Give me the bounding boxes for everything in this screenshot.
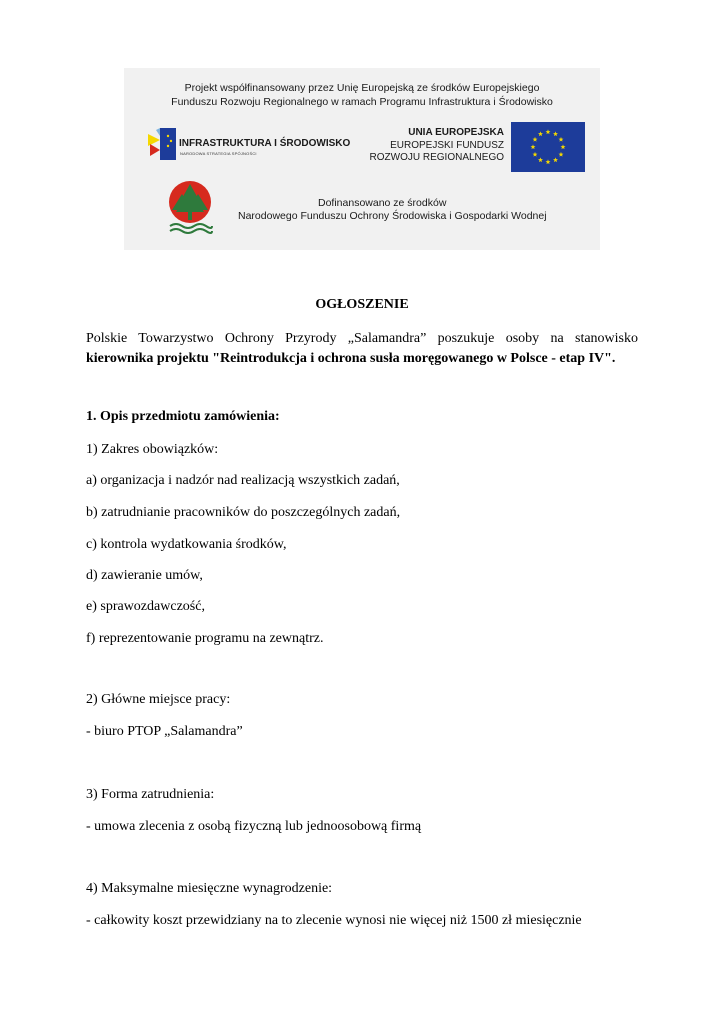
duty-item: a) organizacja i nadzór nad realizacją wszystkich zadań,: [86, 473, 400, 488]
duty-item: d) zawieranie umów,: [86, 568, 203, 583]
duty-item: c) kontrola wydatkowania środków,: [86, 537, 287, 552]
intro-line-2: kierownika projektu "Reintrodukcja i ochrona susła moręgowanego w Polsce - etap IV".: [86, 351, 616, 366]
funding-note-line-1: Dofinansowano ze środków: [318, 197, 447, 209]
eu-label-line-1: UNIA EUROPEJSKA: [408, 127, 504, 138]
workplace-heading: 2) Główne miejsce pracy:: [86, 692, 231, 707]
funding-note-line-2: Narodowego Funduszu Ochrony Środowiska i Gospodarki Wodnej: [238, 210, 547, 222]
employment-form-heading: 3) Forma zatrudnienia:: [86, 787, 215, 802]
salary-heading: 4) Maksymalne miesięczne wynagrodzenie:: [86, 881, 333, 896]
workplace-value: - biuro PTOP „Salamandra”: [86, 724, 243, 739]
eu-flag-icon: [511, 122, 585, 172]
salary-value: - całkowity koszt przewidziany na to zlecenie wynosi nie więcej niż 1500 zł miesięcznie: [86, 913, 582, 928]
duty-item: b) zatrudnianie pracowników do poszczególnych zadań,: [86, 505, 401, 520]
eu-label-line-3: ROZWOJU REGIONALNEGO: [369, 152, 504, 163]
infrastruktura-subtitle: NARODOWA STRATEGIA SPÓJNOŚCI: [180, 151, 257, 156]
infrastruktura-logo-icon: [146, 126, 178, 162]
document-title: OGŁOSZENIE: [315, 297, 409, 312]
eu-label-line-2: EUROPEJSKI FUNDUSZ: [390, 139, 504, 151]
duty-item: f) reprezentowanie programu na zewnątrz.: [86, 631, 324, 646]
funding-banner: [124, 68, 600, 250]
banner-line-2: Funduszu Rozwoju Regionalnego w ramach Programu Infrastruktura i Środowisko: [171, 96, 553, 108]
section-1-heading: 1. Opis przedmiotu zamówienia:: [86, 409, 280, 424]
intro-paragraph: [86, 329, 638, 369]
employment-form-value: - umowa zlecenia z osobą fizyczną lub jednoosobową firmą: [86, 819, 422, 834]
intro-line-1: Polskie Towarzystwo Ochrony Przyrody „Salamandra” poszukuje osoby na stanowisko: [86, 331, 638, 346]
banner-line-1: Projekt współfinansowany przez Unię Europejską ze środków Europejskiego: [184, 82, 540, 94]
duty-item: e) sprawozdawczość,: [86, 599, 205, 614]
duties-heading: 1) Zakres obowiązków:: [86, 442, 219, 457]
nfosigw-logo-icon: [166, 180, 214, 236]
infrastruktura-title: INFRASTRUKTURA I ŚRODOWISKO: [179, 138, 351, 149]
eu-fund-label: [370, 127, 504, 165]
